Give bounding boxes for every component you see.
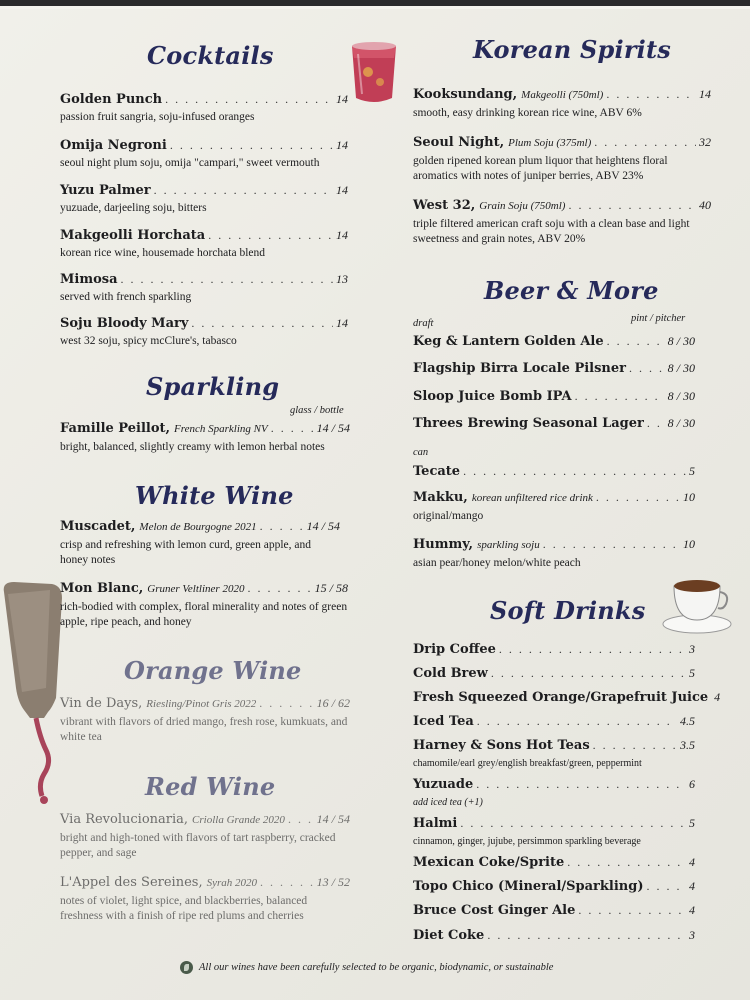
- item-price: 15 / 58: [314, 581, 348, 595]
- menu-item: [60, 137, 348, 171]
- menu-item: [413, 388, 695, 405]
- item-price: 5: [689, 816, 695, 830]
- item-price: 14: [336, 183, 348, 197]
- menu-item: [413, 333, 695, 350]
- menu-item: [60, 182, 348, 216]
- item-name: Tecate: [413, 464, 461, 479]
- item-price: 13: [336, 272, 348, 286]
- item-name: Topo Chico (Mineral/Sparkling): [413, 879, 644, 894]
- menu-item: [413, 665, 695, 682]
- item-desc: vibrant with flavors of dried mango, fresh rose, kumkuats, and white tea: [60, 716, 348, 743]
- item-price: 13 / 52: [316, 875, 350, 889]
- item-desc: west 32 soju, spicy mcClure's, tabasco: [60, 335, 237, 347]
- item-name: Sloop Juice Bomb IPA: [413, 389, 572, 404]
- item-desc: rich-bodied with complex, floral minerality and notes of green apple, ripe peach, and honey: [60, 601, 348, 628]
- item-name: L'Appel des Sereines,: [60, 875, 203, 890]
- item-name: Makgeolli Horchata: [60, 228, 206, 243]
- item-name: Harney & Sons Hot Teas: [413, 738, 590, 753]
- coffee-cup-icon: [660, 574, 734, 636]
- item-price: 10: [683, 537, 695, 551]
- item-name: Fresh Squeezed Orange/Grapefruit Juice: [413, 690, 709, 705]
- item-price: 8 / 30: [667, 416, 695, 430]
- menu-item: [413, 737, 695, 771]
- item-desc: passion fruit sangria, soju-infused oranges: [60, 111, 255, 123]
- item-variety: Gruner Veltliner 2020: [147, 583, 245, 595]
- menu-item: [413, 360, 695, 377]
- section-title-cocktails: Cocktails: [147, 41, 274, 70]
- item-price: 40: [699, 198, 711, 212]
- item-price: 14: [336, 228, 348, 242]
- item-name: Cold Brew: [413, 666, 488, 681]
- item-name: Mexican Coke/Sprite: [413, 855, 565, 870]
- menu-item: [413, 927, 695, 944]
- menu-item: [413, 815, 695, 849]
- item-price: 3.5: [680, 738, 695, 752]
- item-name: Mimosa: [60, 272, 118, 287]
- item-name: Kooksundang,: [413, 87, 518, 102]
- item-desc: bright, balanced, slightly creamy with lemon herbal notes: [60, 441, 325, 453]
- menu-item: [413, 489, 695, 524]
- item-price: 16 / 62: [316, 696, 350, 710]
- item-name: Golden Punch: [60, 92, 163, 107]
- item-variety: French Sparkling NV: [174, 423, 268, 435]
- item-name: Soju Bloody Mary: [60, 316, 189, 331]
- item-desc: bright and high-toned with flavors of tart raspberry, cracked pepper, and sage: [60, 832, 336, 859]
- item-price: 6: [689, 777, 695, 791]
- item-name: Flagship Birra Locale Pilsner: [413, 361, 627, 376]
- item-name: Drip Coffee: [413, 642, 496, 657]
- section-title-sparkling: Sparkling: [146, 372, 280, 401]
- menu-item: [413, 689, 721, 706]
- top-border: [0, 0, 750, 6]
- menu-item: [413, 463, 695, 480]
- item-name: West 32,: [413, 198, 476, 213]
- menu-item: [413, 713, 695, 730]
- item-variety: Criolla Grande 2020: [192, 814, 285, 826]
- item-variety: Riesling/Pinot Gris 2022: [146, 698, 257, 710]
- column-header: glass / bottle: [290, 405, 344, 416]
- menu-item: [413, 197, 711, 247]
- section-title-soft-drinks: Soft Drinks: [490, 596, 646, 625]
- item-price: 10: [683, 490, 695, 504]
- item-variety: Plum Soju (375ml): [508, 137, 592, 149]
- item-name: Makku,: [413, 490, 468, 505]
- item-price: 14 / 54: [316, 421, 350, 435]
- item-price: 3: [689, 928, 695, 942]
- item-price: 4: [689, 903, 695, 917]
- item-variety: Grain Soju (750ml): [479, 200, 566, 212]
- menu-item: [413, 536, 695, 571]
- item-price: 14 / 54: [316, 812, 350, 826]
- item-price: 3: [689, 642, 695, 656]
- menu-item: [413, 878, 695, 895]
- item-desc: original/mango: [413, 510, 484, 522]
- item-name: Omija Negroni: [60, 138, 167, 153]
- item-variety: Melon de Bourgogne 2021: [139, 521, 257, 533]
- item-name: Diet Coke: [413, 928, 485, 943]
- item-price: 4: [689, 879, 695, 893]
- item-desc: notes of violet, light spice, and blackberries, balanced freshness with a finish of ripe red plums and cherries: [60, 895, 308, 922]
- menu-item: [413, 776, 695, 810]
- can-label: can: [413, 447, 429, 458]
- item-variety: sparkling soju: [477, 539, 540, 551]
- column-header: pint / pitcher: [631, 313, 686, 324]
- item-price: 8 / 30: [667, 361, 695, 375]
- item-name: Muscadet,: [60, 519, 136, 534]
- section-title-korean-spirits: Korean Spirits: [473, 35, 671, 64]
- item-name: Halmi: [413, 816, 458, 831]
- item-name: Threes Brewing Seasonal Lager: [413, 416, 644, 431]
- footer-note: [180, 961, 553, 974]
- item-desc: served with french sparkling: [60, 291, 192, 303]
- item-price: 5: [689, 464, 695, 478]
- menu-item: [60, 518, 340, 568]
- item-name: Iced Tea: [413, 714, 474, 729]
- menu-item: [60, 91, 348, 125]
- menu-item: [413, 86, 711, 121]
- menu-item: [60, 580, 348, 630]
- leaf-icon: [180, 961, 193, 974]
- item-price: 14: [336, 138, 348, 152]
- item-name: Bruce Cost Ginger Ale: [413, 903, 576, 918]
- menu-item: [60, 811, 350, 861]
- item-name: Yuzuade: [413, 777, 474, 792]
- menu-item: [413, 641, 695, 658]
- item-price: 8 / 30: [667, 389, 695, 403]
- item-desc: seoul night plum soju, omija "campari," sweet vermouth: [60, 157, 320, 169]
- item-desc: crisp and refreshing with lemon curd, green apple, and honey notes: [60, 539, 311, 566]
- menu-item: [413, 134, 711, 184]
- item-variety: Syrah 2020: [206, 877, 257, 889]
- menu-item: [60, 874, 350, 924]
- menu-item: [60, 420, 350, 455]
- item-desc: chamomile/earl grey/english breakfast/green, peppermint: [413, 758, 642, 769]
- item-price: 4: [689, 855, 695, 869]
- item-desc: korean rice wine, housemade horchata blend: [60, 247, 265, 259]
- item-desc: asian pear/honey melon/white peach: [413, 557, 581, 569]
- cocktail-glass-icon: [346, 38, 402, 108]
- item-price: 14 / 54: [306, 519, 340, 533]
- item-name: Hummy,: [413, 537, 474, 552]
- menu-item: [60, 315, 348, 349]
- item-name: Yuzu Palmer: [60, 183, 151, 198]
- item-name: Via Revolucionaria,: [60, 812, 189, 827]
- menu-item: [60, 695, 350, 745]
- footer-text: All our wines have been carefully selected to be organic, biodynamic, or sustainable: [199, 962, 554, 973]
- menu-item: [413, 902, 695, 919]
- item-variety: korean unfiltered rice drink: [471, 492, 593, 504]
- item-price: 4: [714, 690, 721, 704]
- item-desc: add iced tea (+1): [413, 797, 483, 808]
- item-variety: Makgeolli (750ml): [521, 89, 604, 101]
- item-desc: golden ripened korean plum liquor that heightens floral aromatics with notes of juniper berries, ABV 23%: [413, 155, 668, 182]
- item-price: 14: [699, 87, 711, 101]
- item-price: 14: [336, 92, 348, 106]
- section-title-white-wine: White Wine: [135, 481, 294, 510]
- item-desc: triple filtered american craft soju with a clean base and light sweetness and grain notes, ABV 20%: [413, 218, 690, 245]
- menu-item: [413, 854, 695, 871]
- menu-item: [60, 227, 348, 261]
- menu-item: [60, 271, 348, 305]
- item-name: Mon Blanc,: [60, 581, 144, 596]
- item-price: 32: [699, 135, 711, 149]
- section-title-beer: Beer & More: [484, 276, 659, 305]
- item-price: 14: [336, 316, 348, 330]
- item-price: 4.5: [680, 714, 695, 728]
- item-desc: smooth, easy drinking korean rice wine, ABV 6%: [413, 107, 642, 119]
- item-price: 5: [689, 666, 695, 680]
- item-price: 8 / 30: [667, 334, 695, 348]
- draft-label: draft: [413, 318, 434, 329]
- section-title-red-wine: Red Wine: [145, 772, 276, 801]
- section-title-orange-wine: Orange Wine: [124, 656, 302, 685]
- item-desc: cinnamon, ginger, jujube, persimmon sparkling beverage: [413, 836, 641, 847]
- menu-item: [413, 415, 695, 432]
- item-desc: yuzuade, darjeeling soju, bitters: [60, 202, 207, 214]
- item-name: Famille Peillot,: [60, 421, 171, 436]
- item-name: Seoul Night,: [413, 135, 505, 150]
- item-name: Keg & Lantern Golden Ale: [413, 334, 604, 349]
- item-name: Vin de Days,: [60, 696, 143, 711]
